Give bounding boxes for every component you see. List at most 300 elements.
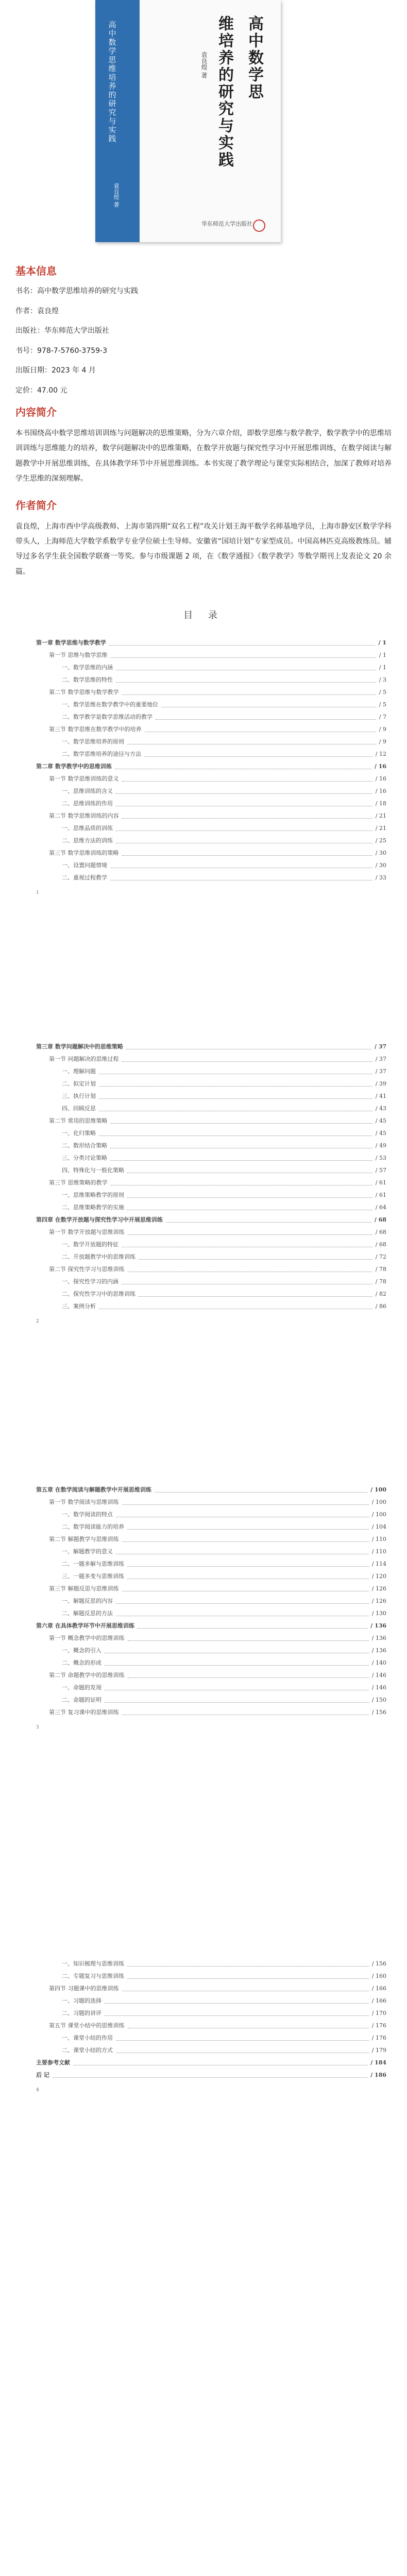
toc-entry-title: 四、特殊化与一般化策略 [62, 1167, 124, 1174]
toc-entry-page: / 72 [375, 1253, 386, 1260]
toc-entry-page: / 176 [371, 2035, 386, 2041]
toc-entry-title: 第二节 数学思维与数学教学 [49, 689, 119, 696]
toc-entry-title: 一、解题反思的内容 [62, 1598, 113, 1604]
toc-entry [21, 1078, 386, 1090]
toc-entry-page: / 186 [370, 2072, 386, 2078]
toc-entry-page: / 5 [379, 689, 386, 696]
toc-entry-page: / 100 [370, 1486, 386, 1493]
toc-entry-page: / 120 [371, 1573, 386, 1580]
toc-leader-dots [116, 798, 372, 806]
toc-entry-title: 第一节 概念教学中的思维训练 [49, 1635, 125, 1641]
toc-leader-dots [122, 1982, 369, 1991]
toc-list [21, 1041, 386, 1313]
toc-leader-dots [115, 760, 371, 769]
toc-entry-page: / 3 [379, 676, 386, 683]
toc-leader-dots [116, 1607, 369, 1616]
summary-heading: 内容简介 [15, 406, 57, 418]
toc-entry [21, 1300, 386, 1313]
toc-leader-dots [99, 1103, 372, 1111]
toc-entry [21, 847, 386, 859]
toc-leader-dots [105, 1657, 369, 1666]
toc-entry-title: 第三节 思维策略的教学 [49, 1179, 108, 1186]
toc-entry-page: / 156 [371, 1709, 386, 1716]
toc-entry [21, 649, 386, 662]
toc-entry-title: 第二节 常用的思维策略 [49, 1117, 108, 1124]
book-cover-image [95, 0, 281, 242]
toc-entry-page: / 68 [375, 1229, 386, 1235]
toc-entry [21, 810, 386, 822]
toc-leader-dots [139, 1288, 372, 1297]
page-number: 1 [36, 890, 39, 895]
toc-entry [21, 2032, 386, 2044]
toc-entry-page: / 82 [375, 1291, 386, 1297]
toc-entry-page: / 25 [375, 837, 386, 844]
toc-entry [21, 1127, 386, 1140]
toc-entry-page: / 170 [371, 2010, 386, 2016]
toc-entry-title: 一、数学思维在数学教学中的重要地位 [62, 701, 158, 708]
toc-leader-dots [139, 1251, 372, 1260]
toc-entry-page: / 33 [375, 874, 386, 881]
toc-leader-dots [156, 711, 376, 720]
toc-leader-dots [99, 1090, 372, 1099]
toc-entry [21, 1558, 386, 1570]
toc-leader-dots [105, 1995, 369, 2004]
toc-entry-title: 二、数学教学是数学思维活动的教学 [62, 714, 152, 720]
toc-entry-title: 一、课堂小结的作用 [62, 2035, 113, 2041]
toc-entry-page: / 136 [371, 1647, 386, 1654]
author-heading: 作者简介 [15, 499, 57, 512]
toc-entry-page: / 146 [371, 1672, 386, 1679]
toc-leader-dots [116, 674, 376, 683]
toc-entry-page: / 9 [379, 726, 386, 733]
toc-entry-title: 二、思维训练的作用 [62, 800, 113, 807]
toc-entry-page: / 130 [371, 1610, 386, 1617]
toc-entry-title: 二、解题反思的方法 [62, 1610, 113, 1617]
toc-entry-page: / 45 [375, 1117, 386, 1124]
book-price: 定价：47.00 元 [15, 386, 67, 395]
toc-leader-dots [122, 810, 372, 819]
toc-entry [21, 1484, 386, 1496]
toc-entry-title: 第一节 数学阅读与思维训练 [49, 1499, 119, 1505]
toc-entry-page: / 100 [371, 1511, 386, 1518]
toc-entry-page: / 37 [374, 1043, 386, 1050]
toc-entry [21, 760, 386, 773]
toc-entry-page: / 136 [371, 1635, 386, 1641]
toc-entry [21, 822, 386, 835]
author-text: 袁良煌，上海市西中学高级教师、上海市第四期“双名工程”攻关计划王海平数学名师基地学员，上海市静安区数学学科带头人，上海师范大学数学系数学专业学位硕士生导师。安徽省“国培计划”专家型成员。中国高林匹克高级教练员。辅导过多名学生获全国数学联赛一等奖。参与市级课题 2 项，在《数学通报》《数学教学》等数学期刊上发表论文 20 余篇。 [15, 522, 392, 576]
book-front [140, 0, 281, 242]
toc-entry-title: 一、命题的发现 [62, 1684, 101, 1691]
toc-entry-title: 第一节 数学思维训练的意义 [49, 775, 119, 782]
book-date: 出版日期：2023 年 4 月 [15, 366, 96, 375]
toc-entry [21, 1115, 386, 1127]
toc-entry-page: / 16 [375, 788, 386, 794]
toc-entry [21, 1065, 386, 1078]
toc-entry-title: 二、数学思维培养的途径与方法 [62, 751, 141, 757]
toc-entry-title: 一、理解问题 [62, 1068, 96, 1075]
page-number: 3 [36, 1725, 39, 1730]
toc-entry-title: 二、重视过程教学 [62, 874, 107, 881]
toc-leader-dots [116, 1546, 369, 1554]
toc-leader-dots [116, 2044, 369, 2053]
toc-entry-title: 一、设置问题情境 [62, 862, 107, 869]
toc-entry-page: / 1 [378, 639, 386, 646]
book-isbn: 书号：978-7-5760-3759-3 [15, 346, 108, 355]
toc-entry-title: 第三节 数学思维在数学教学中的培养 [49, 726, 142, 733]
toc-entry [21, 662, 386, 674]
toc-list [21, 1484, 386, 1719]
toc-leader-dots [99, 1127, 372, 1136]
toc-entry-title: 第二节 解题教学与思维训练 [49, 1536, 119, 1543]
toc-entry [21, 773, 386, 785]
toc-entry-title: 第二节 数学思维训练的内容 [49, 812, 119, 819]
toc-leader-dots [73, 2057, 367, 2065]
toc-entry [21, 1995, 386, 2007]
toc-entry-title: 第六章 在具体教学环节中开展思维训练 [36, 1622, 134, 1629]
toc-entry [21, 1620, 386, 1632]
toc-entry-page: / 1 [379, 652, 386, 658]
toc-entry-page: / 41 [375, 1093, 386, 1099]
toc-entry-page: / 64 [375, 1204, 386, 1211]
toc-entry-page: / 166 [371, 1997, 386, 2004]
toc-leader-dots [105, 1682, 369, 1690]
toc-entry-title: 二、专题复习与思维训练 [62, 1973, 124, 1979]
toc-entry [21, 711, 386, 723]
toc-leader-dots [144, 748, 372, 757]
toc-title: 目 录 [183, 610, 224, 621]
toc-leader-dots [110, 859, 372, 868]
spine-title: 高中数学思维培养的研究与实践 [107, 21, 117, 143]
toc-entry-page: / 110 [371, 1536, 386, 1543]
toc-entry-page: / 30 [375, 850, 386, 856]
toc-entry-title: 一、数学开放题的特征 [62, 1241, 118, 1248]
toc-entry-title: 二、数学阅读能力的培养 [62, 1523, 124, 1530]
toc-leader-dots [145, 723, 376, 732]
toc-leader-dots [116, 822, 372, 831]
toc-entry-title: 第一节 数学开放题与思维训练 [49, 1229, 125, 1235]
toc-entry [21, 872, 386, 884]
toc-entry-page: / 7 [379, 714, 386, 720]
toc-entry-title: 一、习题的选择 [62, 1997, 101, 2004]
toc-leader-dots [127, 1201, 372, 1210]
toc-page-4 [21, 1958, 386, 2110]
toc-entry-page: / 1 [379, 664, 386, 671]
toc-entry-page: / 68 [374, 1216, 386, 1223]
toc-entry-page: / 166 [371, 1985, 386, 1992]
toc-entry [21, 859, 386, 872]
toc-entry [21, 1164, 386, 1177]
toc-entry-page: / 39 [375, 1080, 386, 1087]
toc-leader-dots [155, 1484, 367, 1493]
toc-entry-title: 四、回顾反思 [62, 1105, 96, 1112]
toc-entry-title: 二、概念的形成 [62, 1659, 101, 1666]
toc-entry [21, 1201, 386, 1214]
toc-leader-dots [128, 1226, 372, 1235]
toc-entry-title: 二、数形结合策略 [62, 1142, 107, 1149]
toc-entry-title: 二、课堂小结的方式 [62, 2047, 113, 2054]
toc-entry-title: 第三节 数学思维训练的策略 [49, 850, 119, 856]
toc-entry [21, 1276, 386, 1288]
toc-entry-page: / 68 [375, 1241, 386, 1248]
toc-entry-title: 第三节 解题反思与思维训练 [49, 1585, 119, 1592]
toc-entry [21, 1595, 386, 1607]
toc-list [21, 1958, 386, 2081]
toc-entry-page: / 176 [371, 2022, 386, 2029]
toc-entry-page: / 43 [375, 1105, 386, 1112]
toc-entry-page: / 21 [375, 812, 386, 819]
toc-entry-title: 第三节 复习课中的思维训练 [49, 1709, 119, 1716]
toc-leader-dots [105, 1694, 369, 1703]
toc-entry-page: / 45 [375, 1130, 386, 1137]
toc-leader-dots [127, 1521, 369, 1530]
cover-section [0, 0, 407, 258]
spine-author: 袁良煌 著 [113, 183, 120, 208]
toc-entry-page: / 110 [371, 1548, 386, 1555]
toc-leader-dots [122, 773, 372, 782]
toc-leader-dots [122, 1533, 369, 1542]
toc-entry [21, 1970, 386, 1982]
toc-entry [21, 2057, 386, 2069]
toc-entry [21, 1669, 386, 1682]
cover-title-line2: 维培养的研究与实践 [215, 15, 233, 168]
toc-entry-title: 二、思维策略教学的实施 [62, 1204, 124, 1211]
toc-entry-title: 第一节 思维与数学思维 [49, 652, 108, 658]
toc-entry [21, 699, 386, 711]
toc-entry-title: 一、数学思维培养的原则 [62, 738, 124, 745]
toc-leader-dots [128, 1669, 369, 1678]
toc-entry-title: 一、数学思维的内涵 [62, 664, 113, 671]
toc-entry-title: 第五节 课堂小结中的思维训练 [49, 2022, 125, 2029]
toc-entry [21, 1226, 386, 1239]
toc-entry [21, 1533, 386, 1546]
toc-entry-page: / 86 [375, 1303, 386, 1310]
toc-entry-title: 一、思维策略教学的原则 [62, 1192, 124, 1198]
toc-leader-dots [116, 835, 372, 843]
toc-leader-dots [99, 1065, 372, 1074]
toc-entry-title: 第三章 数学问题解决中的思维策略 [36, 1043, 123, 1050]
toc-entry-title: 第二节 命题教学中的思维训练 [49, 1672, 125, 1679]
toc-entry-page: / 57 [375, 1167, 386, 1174]
cover-title-line1: 高中数学思 [245, 15, 263, 100]
toc-leader-dots [116, 1595, 369, 1604]
toc-list [21, 637, 386, 884]
toc-entry-page: / 5 [379, 701, 386, 708]
toc-entry-title: 三、执行计划 [62, 1093, 96, 1099]
toc-entry-page: / 136 [370, 1622, 386, 1629]
toc-entry-title: 第四节 习题课中的思维训练 [49, 1985, 119, 1992]
toc-entry [21, 1958, 386, 1970]
toc-leader-dots [111, 649, 376, 658]
toc-entry-page: / 140 [371, 1659, 386, 1666]
toc-entry-title: 后 记 [36, 2072, 49, 2078]
toc-entry [21, 2007, 386, 2020]
toc-entry-page: / 16 [374, 763, 386, 770]
toc-entry-page: / 37 [375, 1056, 386, 1062]
toc-entry [21, 1645, 386, 1657]
toc-entry-page: / 104 [371, 1523, 386, 1530]
toc-leader-dots [127, 1970, 369, 1979]
toc-leader-dots [127, 736, 376, 744]
toc-entry [21, 1152, 386, 1164]
toc-leader-dots [99, 1300, 372, 1309]
summary-text: 本书围绕高中数学思维培训训练与问题解决的思维策略，分为六章介绍，即数学思维与数学教学，数学教学中的思维培训训练与思维能力的培养，数学问题解决中的思维策略，在数学开放题与探究性学习中开展思维训练，在数学阅读与解题教学中开展思维训练，在具体教学环节中开展思维训练。本书实现了教学理论与课堂实际相结合，加深了教师对培养学生思维的深刻理解。 [15, 429, 392, 483]
book-spine [95, 0, 140, 242]
toc-leader-dots [122, 1239, 372, 1247]
toc-entry-page: / 146 [371, 1684, 386, 1691]
toc-entry-title: 第一节 问题解决的思维过程 [49, 1056, 119, 1062]
toc-leader-dots [166, 1214, 371, 1223]
toc-entry-page: / 30 [375, 862, 386, 869]
toc-leader-dots [105, 1645, 369, 1653]
book-info [15, 258, 392, 590]
toc-entry-title: 第四章 在数学开放题与探究性学习中开展思维训练 [36, 1216, 163, 1223]
toc-entry [21, 1140, 386, 1152]
toc-entry [21, 1509, 386, 1521]
toc-entry [21, 1263, 386, 1276]
toc-entry-page: / 37 [375, 1068, 386, 1075]
toc-entry-title: 第一章 数学思维与数学教学 [36, 639, 106, 646]
toc-leader-dots [126, 1041, 371, 1049]
toc-entry [21, 1239, 386, 1251]
toc-entry [21, 2020, 386, 2032]
toc-entry-page: / 156 [371, 1960, 386, 1967]
toc-leader-dots [122, 1583, 369, 1591]
toc-entry [21, 1288, 386, 1300]
cover-publisher: 华东师范大学出版社 [201, 221, 252, 227]
cover-author: 袁良煌 著 [200, 52, 208, 78]
toc-entry-title: 二、习题的讲评 [62, 2010, 101, 2016]
toc-entry-page: / 184 [370, 2059, 386, 2066]
toc-leader-dots [122, 1053, 372, 1062]
toc-entry-page: / 12 [375, 751, 386, 757]
toc-leader-dots [122, 1706, 369, 1715]
toc-entry [21, 798, 386, 810]
book-publisher: 出版社：华东师范大学出版社 [15, 327, 109, 335]
toc-entry-page: / 16 [375, 775, 386, 782]
toc-entry-page: / 126 [371, 1585, 386, 1592]
toc-entry [21, 1521, 386, 1533]
toc-entry-title: 主要参考文献 [36, 2059, 70, 2066]
toc-entry [21, 674, 386, 686]
toc-entry-title: 一、思维品质的训练 [62, 825, 113, 832]
toc-entry [21, 736, 386, 748]
toc-leader-dots [127, 1189, 372, 1198]
toc-leader-dots [122, 1276, 372, 1284]
toc-entry-title: 第二章 数学教学中的思维训练 [36, 763, 112, 770]
toc-leader-dots [128, 2020, 369, 2028]
toc-entry-title: 一、化归策略 [62, 1130, 96, 1137]
toc-entry [21, 1251, 386, 1263]
toc-leader-dots [122, 1496, 369, 1505]
toc-entry [21, 637, 386, 649]
toc-entry [21, 1657, 386, 1669]
toc-entry [21, 1682, 386, 1694]
toc-entry [21, 1177, 386, 1189]
toc-entry [21, 1583, 386, 1595]
toc-entry-title: 二、一题多解与思维训练 [62, 1561, 124, 1567]
toc-entry [21, 1053, 386, 1065]
toc-entry [21, 1214, 386, 1226]
toc-entry [21, 1607, 386, 1620]
toc-leader-dots [116, 662, 376, 670]
publisher-logo-icon [253, 219, 265, 232]
page-number: 4 [36, 2088, 39, 2093]
toc-leader-dots [116, 1509, 369, 1517]
toc-entry-title: 二、开放题教学中的思维训练 [62, 1253, 135, 1260]
toc-entry [21, 1706, 386, 1719]
toc-entry-title: 二、数学思维的特性 [62, 676, 113, 683]
toc-leader-dots [110, 872, 372, 880]
toc-leader-dots [53, 2069, 367, 2078]
toc-entry-title: 二、命题的证明 [62, 1697, 101, 1703]
toc-entry [21, 1982, 386, 1995]
toc-entry-page: / 53 [375, 1155, 386, 1161]
toc-entry-title: 一、探究性学习的内涵 [62, 1278, 118, 1285]
toc-entry [21, 1496, 386, 1509]
toc-entry-page: / 61 [375, 1179, 386, 1186]
toc-entry-title: 三、案例分析 [62, 1303, 96, 1310]
toc-entry [21, 1694, 386, 1706]
toc-entry [21, 1103, 386, 1115]
toc-leader-dots [127, 1958, 369, 1967]
toc-entry-title: 三、分类讨论策略 [62, 1155, 107, 1161]
toc-entry-page: / 9 [379, 738, 386, 745]
toc-leader-dots [109, 637, 376, 646]
toc-entry [21, 2044, 386, 2057]
toc-entry-page: / 49 [375, 1142, 386, 1149]
toc-entry [21, 1546, 386, 1558]
toc-entry-title: 第二节 探究性学习与思维训练 [49, 1266, 125, 1273]
toc-leader-dots [127, 1558, 369, 1567]
toc-leader-dots [116, 785, 372, 794]
toc-leader-dots [116, 2032, 369, 2041]
toc-leader-dots [127, 1164, 372, 1173]
toc-entry [21, 686, 386, 699]
toc-entry-page: / 100 [371, 1499, 386, 1505]
toc-leader-dots [99, 1078, 372, 1087]
book-name: 书名：高中数学思维培养的研究与实践 [15, 287, 138, 295]
basic-info-heading: 基本信息 [15, 265, 57, 277]
toc-leader-dots [110, 1152, 372, 1161]
toc-leader-dots [161, 699, 376, 707]
toc-entry-title: 一、知识梳理与思维训练 [62, 1960, 124, 1967]
toc-entry-title: 三、一题多变与思维训练 [62, 1573, 124, 1580]
toc-entry-title: 第五章 在数学阅读与解题教学中开展思维训练 [36, 1486, 151, 1493]
toc-leader-dots [122, 847, 372, 856]
toc-leader-dots [122, 686, 376, 695]
toc-entry [21, 1570, 386, 1583]
toc-entry-page: / 126 [371, 1598, 386, 1604]
toc-entry [21, 723, 386, 736]
toc-entry-page: / 114 [371, 1561, 386, 1567]
toc-entry-page: / 21 [375, 825, 386, 832]
toc-leader-dots [111, 1115, 372, 1124]
toc-entry-title: 二、拟定计划 [62, 1080, 96, 1087]
toc-entry-page: / 61 [375, 1192, 386, 1198]
book-author: 作者：袁良煌 [15, 307, 59, 315]
toc-leader-dots [138, 1620, 367, 1629]
toc-leader-dots [105, 2007, 369, 2016]
toc-entry [21, 835, 386, 847]
toc-entry [21, 2069, 386, 2081]
toc-entry [21, 1189, 386, 1201]
toc-leader-dots [127, 1570, 369, 1579]
toc-entry [21, 748, 386, 760]
toc-entry-title: 一、数学阅读的特点 [62, 1511, 113, 1518]
toc-entry-page: / 179 [371, 2047, 386, 2054]
toc-leader-dots [128, 1632, 369, 1641]
toc-entry-title: 一、解题教学的意义 [62, 1548, 113, 1555]
